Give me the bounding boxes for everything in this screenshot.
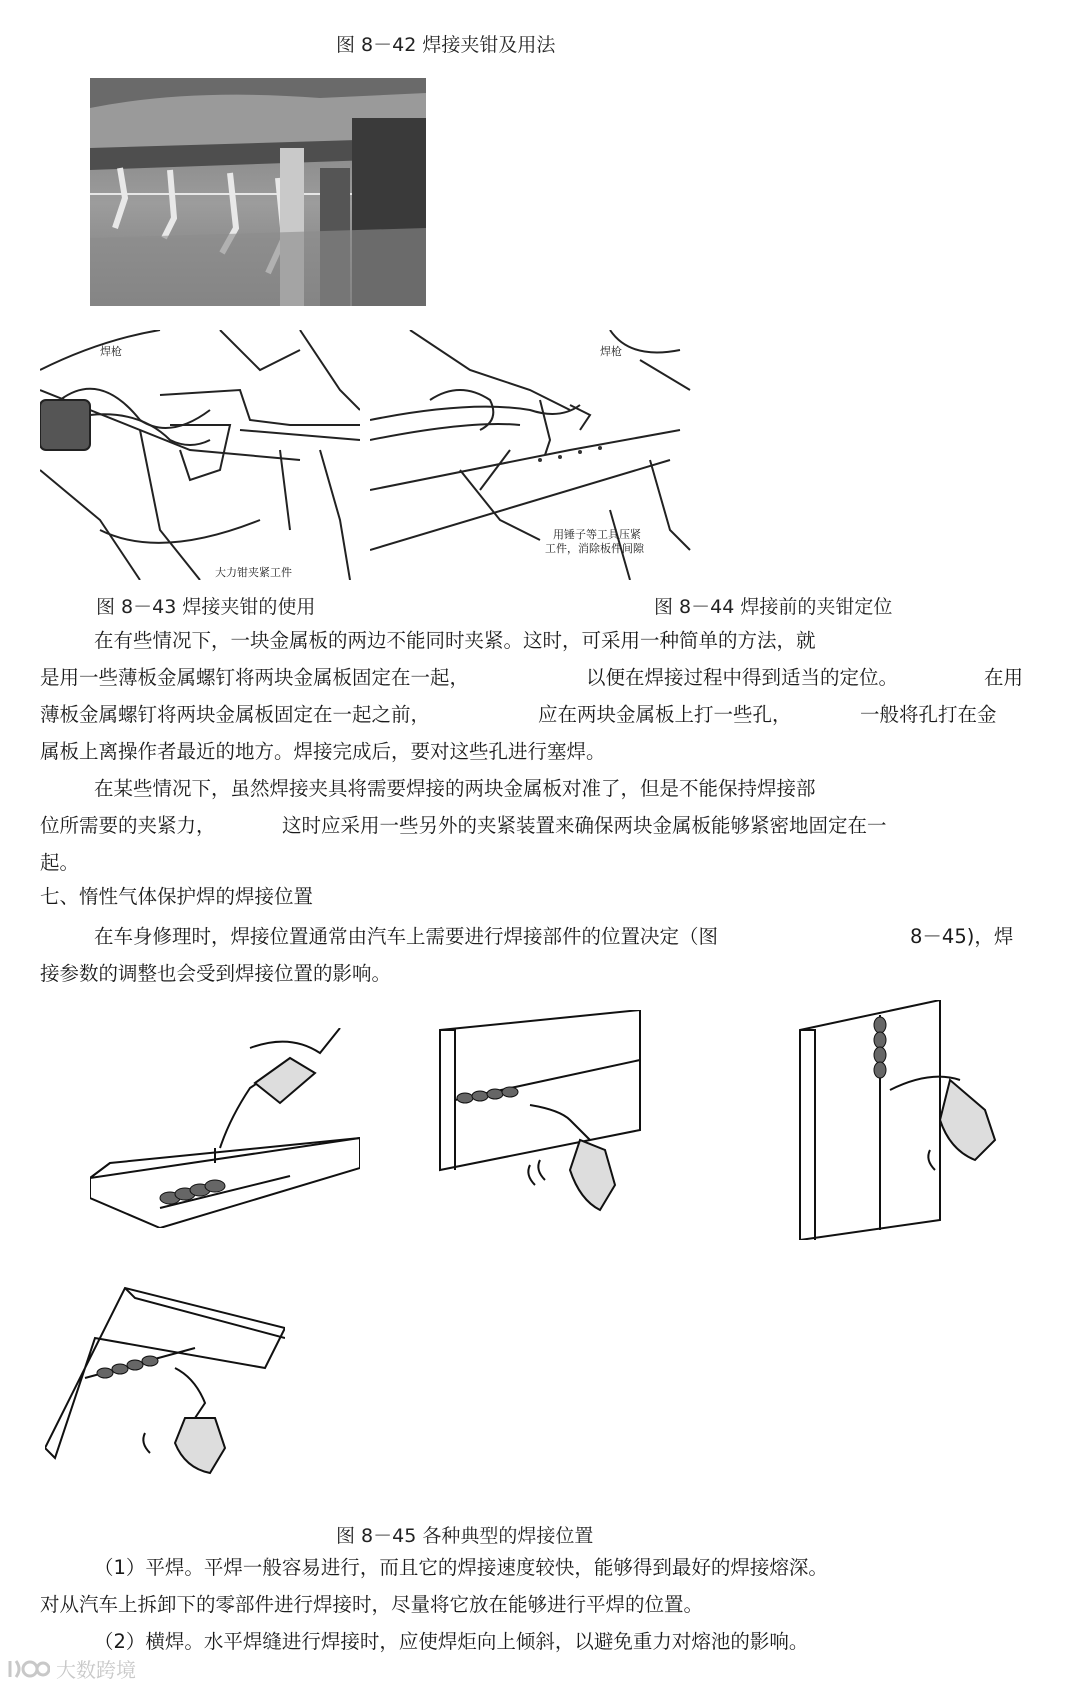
paragraph-3 (40, 918, 1040, 998)
figure-8-43-drawing (40, 330, 360, 580)
text-line: 薄板金属螺钉将两块金属板固定在一起之前， (40, 703, 431, 726)
section-heading-7: 七、惰性气体保护焊的焊接位置 (40, 885, 314, 908)
text-line: 这时应采用一些另外的夹紧装置来确保两块金属板能够紧密地固定在一 (282, 814, 887, 837)
watermark (6, 1654, 136, 1683)
horizontal-weld-illustration (430, 1010, 670, 1220)
text-line: 位所需要的夹紧力， (40, 814, 216, 837)
figure-caption-8-45: 图 8－45 各种典型的焊接位置 (336, 1525, 594, 1547)
figure-caption-8-43: 图 8－43 焊接夹钳的使用 (96, 596, 316, 618)
paragraph-1 (40, 622, 1040, 772)
text-line: 起。 (40, 851, 80, 874)
paragraph-2 (40, 770, 1040, 885)
figure-caption-8-44: 图 8－44 焊接前的夹钳定位 (654, 596, 893, 618)
welding-clamp-photo (90, 78, 426, 306)
text-line: 接参数的调整也会受到焊接位置的影响。 (40, 962, 392, 985)
text-line: 在用 (984, 666, 1024, 689)
flat-weld-illustration (90, 1028, 360, 1228)
text-line: 以便在焊接过程中得到适当的定位。 (586, 666, 899, 689)
text-line: 应在两块金属板上打一些孔， (538, 703, 792, 726)
watermark-text: 大数跨境 (56, 1658, 136, 1682)
paragraph-4 (40, 1549, 1040, 1659)
overhead-weld-illustration (45, 1268, 285, 1478)
text-line: 一般将孔打在金 (860, 703, 997, 726)
text-line: 属板上离操作者最近的地方。焊接完成后，要对这些孔进行塞焊。 (40, 740, 606, 763)
figure-caption-8-42: 图 8－42 焊接夹钳及用法 (336, 34, 556, 56)
text-line: 在某些情况下，虽然焊接夹具将需要焊接的两块金属板对准了，但是不能保持焊接部 (94, 777, 816, 800)
fig43-gun-label: 焊枪 (100, 345, 122, 358)
text-line: 8－45)，焊 (910, 925, 1014, 948)
vertical-weld-illustration (790, 1000, 1040, 1240)
fig44-note-line1: 用锤子等工具压紧 (553, 528, 641, 541)
text-line: （1）平焊。平焊一般容易进行，而且它的焊接速度较快，能够得到最好的焊接熔深。 (94, 1556, 828, 1579)
text-line: 在有些情况下，一块金属板的两边不能同时夹紧。这时，可采用一种简单的方法，就 (94, 629, 816, 652)
fig44-gun-label: 焊枪 (600, 345, 622, 358)
text-line: 是用一些薄板金属螺钉将两块金属板固定在一起， (40, 666, 470, 689)
figure-8-44-drawing (370, 330, 710, 580)
text-line: （2）横焊。水平焊缝进行焊接时，应使焊炬向上倾斜，以避免重力对熔池的影响。 (94, 1630, 809, 1653)
text-line: 在车身修理时，焊接位置通常由汽车上需要进行焊接部件的位置决定（图 (94, 925, 719, 948)
fig43-clamp-label: 大力钳夹紧工件 (215, 566, 292, 579)
watermark-logo-icon (6, 1657, 50, 1681)
fig44-note-line2: 工件，消除板件间隙 (545, 542, 644, 555)
text-line: 对从汽车上拆卸下的零部件进行焊接时，尽量将它放在能够进行平焊的位置。 (40, 1593, 704, 1616)
